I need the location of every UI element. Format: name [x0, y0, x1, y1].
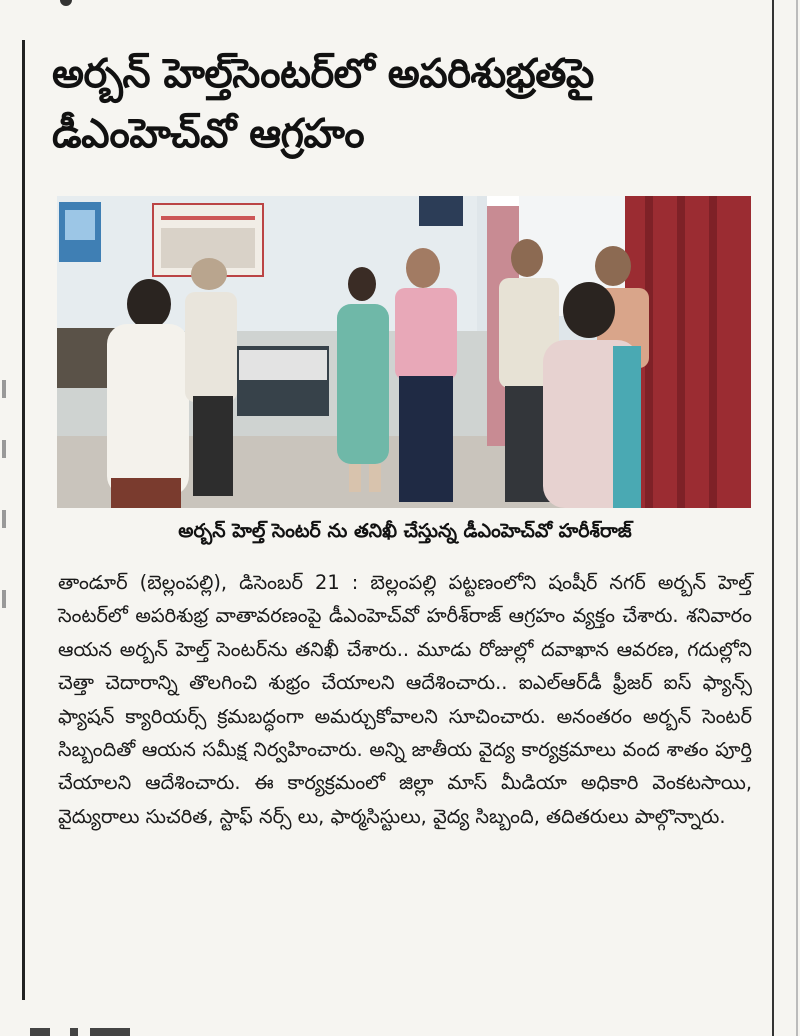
column-rule-left [22, 40, 25, 1000]
page-edge-rule [796, 0, 798, 1036]
article-body: తాండూర్ (బెల్లంపల్లి), డిసెంబర్ 21 : బెల్లంపల్లి పట్టణంలోని షంషీర్ నగర్ అర్బన్ హెల్త్ సెంటర్‌లో అపరిశుభ్ర వాతావరణంపై డీఎంహెచ్‌వో హరీశ్‌రాజ్ ఆగ్రహం వ్యక్తం చేశారు. శనివారం ఆయన అర్బన్ హెల్త్ సెంటర్‌ను తనిఖీ చేశారు.. మూడు రోజుల్లో దవాఖాన ఆవరణ, గదుల్లోని చెత్తా చెదారాన్ని తొలగించి శుభ్రం చేయాలని ఆదేశించారు.. ఐఎల్‌ఆర్‌డీ ఫ్రీజర్ ఐస్ ఫ్యాన్స్ ఫ్యాషన్ క్యారియర్స్ క్రమబద్ధంగా అమర్చుకోవాలని సూచించారు. అనంతరం అర్బన్ సెంటర్ సిబ్బందితో ఆయన సమీక్ష నిర్వహించారు. అన్ని జాతీయ వైద్య కార్యక్రమాలు వంద శాతం పూర్తి చేయాలని ఆదేశించారు. ఈ కార్యక్రమంలో జిల్లా మాస్ మీడియా అధికారి వెంకటసాయి, వైద్యురాలు సుచరిత, స్టాఫ్ నర్స్ లు, ఫార్మసిస్టులు, వైద్య సిబ్బంది, తదితరులు పాల్గొన్నారు. [58, 571, 752, 828]
margin-marks [0, 380, 10, 680]
cutoff-mark [60, 0, 72, 6]
next-article-cutoff [30, 1022, 190, 1036]
column-rule-right [772, 0, 774, 1036]
previous-article-cutoff [0, 0, 800, 14]
headline-line-2: డీఎంహెచ్‌వో ఆగ్రహం [52, 111, 365, 157]
article-photo [57, 196, 751, 508]
photo-caption: అర్బన్ హెల్త్ సెంటర్ ను తనిఖీ చేస్తున్న డీఎంహెచ్‌వో హరీశ్‌రాజ్ [178, 520, 632, 542]
headline-line-1: అర్బన్ హెల్త్‌సెంటర్‌లో అపరిశుభ్రతపై [52, 51, 594, 97]
article-headline [52, 44, 752, 164]
